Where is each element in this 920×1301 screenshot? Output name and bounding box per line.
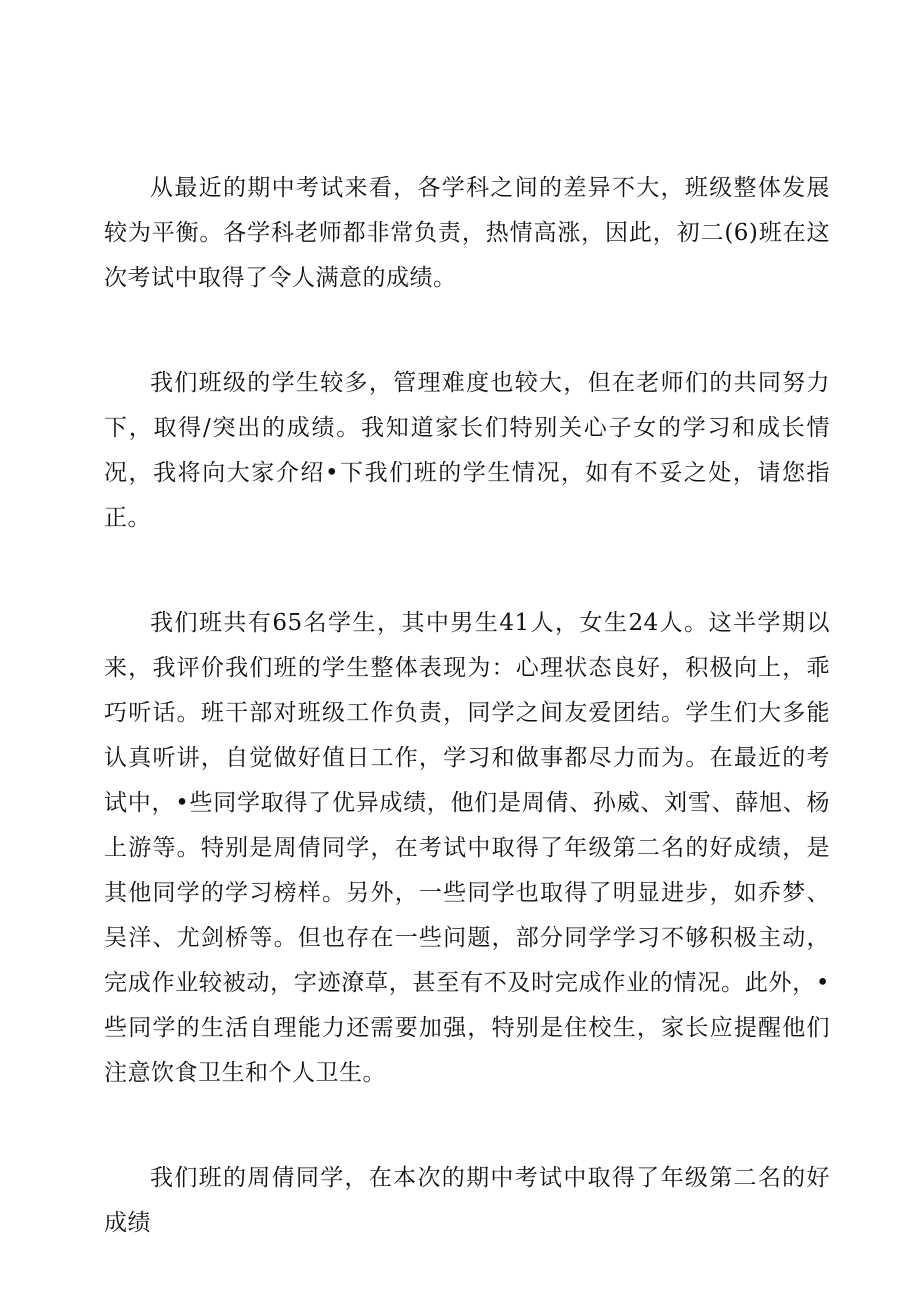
document-body	[104, 166, 830, 1246]
paragraph-exam-overview: 从最近的期中考试来看，各学科之间的差异不大，班级整体发展较为平衡。各学科老师都非常负责，热情高涨，因此，初二(6)班在这次考试中取得了令人满意的成绩。	[104, 175, 830, 291]
paragraph-student-situation: 我们班共有65名学生，其中男生41人，女生24人。这半学期以来，我评价我们班的学生整体表现为：心理状态良好，积极向上，乖巧听话。班干部对班级工作负责，同学之间友爱团结。学生们大多能认真听讲，自觉做好值日工作，学习和做事都尽力而为。在最近的考试中，•些同学取得了优异成绩，他们是周倩、孙威、刘雪、薛旭、杨上游等。特别是周倩同学，在考试中取得了年级第二名的好成绩，是其他同学的学习榜样。另外，一些同学也取得了明显进步，如乔梦、吴洋、尤剑桥等。但也存在一些问题，部分同学学习不够积极主动，完成作业较被动，字迹潦草，甚至有不及时完成作业的情况。此外，•些同学的生活自理能力还需要加强，特别是住校生，家长应提醒他们注意饮食卫生和个人卫生。	[104, 610, 830, 1086]
paragraph-class-management: 我们班级的学生较多，管理难度也较大，但在老师们的共同努力下，取得/突出的成绩。我知道家长们特别关心子女的学习和成长情况，我将向大家介绍•下我们班的学生情况，如有不妥之处，请您指正。	[104, 370, 830, 531]
paragraph-top-student: 我们班的周倩同学，在本次的期中考试中取得了年级第二名的好成绩	[104, 1165, 830, 1236]
